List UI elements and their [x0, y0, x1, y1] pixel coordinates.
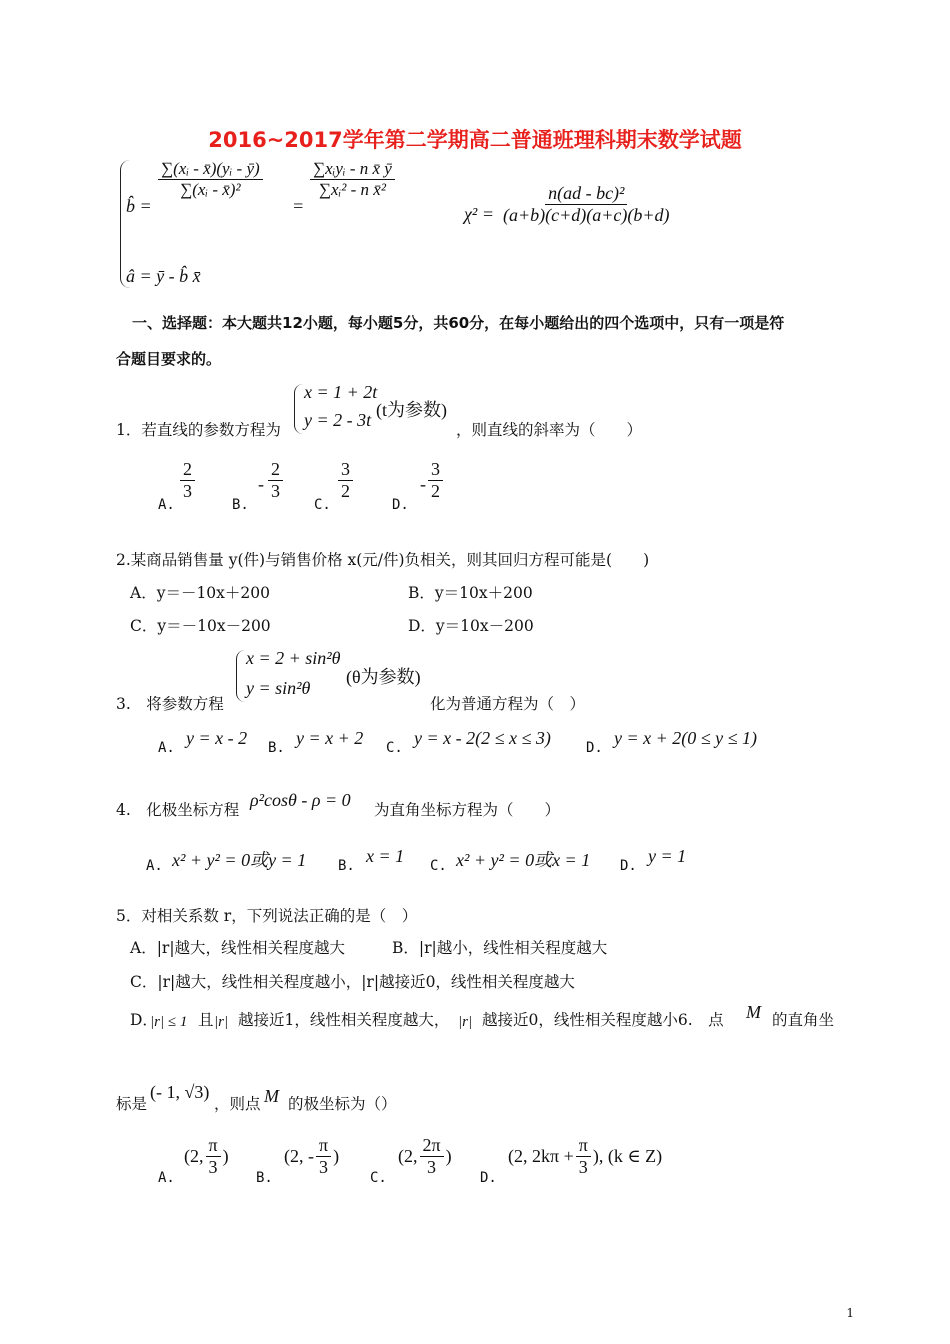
q5-option-a: A．|r|越大，线性相关程度越大: [130, 939, 346, 957]
q6-option-b-value: (2, - $\frac{\pi}{3}$ ): [284, 1135, 340, 1177]
q1-option-c-value: $\frac{3}{2}$: [338, 460, 353, 501]
q1-stem-suffix: ，则直线的斜率为（ ）: [456, 421, 643, 439]
section-heading-line-1: 一、选择题：本大题共12小题，每小题5分，共60分，在每小题给出的四个选项中，只有一项是符: [132, 314, 785, 332]
page-number: 1: [846, 1306, 854, 1320]
q4-option-d-value: y = 1: [648, 846, 687, 866]
q4-option-c-value: x² + y² = 0或x = 1: [456, 850, 591, 870]
q3-option-a-value: y = x - 2: [186, 728, 248, 748]
b-hat-denominator-1: ∑(xᵢ - x̄)²: [180, 179, 241, 199]
q3-stem-suffix: 化为普通方程为（ ）: [430, 695, 586, 713]
q3-option-c-label: C.: [386, 740, 403, 756]
q3-option-d-label: D.: [586, 740, 603, 756]
q1-option-b-label: B.: [232, 497, 249, 513]
q5-option-d-math-2: |r|: [214, 1014, 229, 1030]
q6-coordinate: (- 1, √3): [150, 1082, 210, 1102]
chi-square-label: χ² =: [464, 204, 494, 224]
q1-option-b-value: $\frac{2}{3}$: [268, 460, 283, 501]
q1-option-d-value: $\frac{3}{2}$: [428, 460, 443, 501]
chi-square-numerator: n(ad - bc)²: [545, 184, 627, 205]
q1-system-line-2: y = 2 - 3t: [304, 410, 372, 430]
q6-option-a-value: (2, $\frac{\pi}{3}$ ): [184, 1135, 229, 1177]
q5-option-d-text-3: 越接近0，线性相关程度越小6. 点: [482, 1011, 724, 1029]
a-hat-formula: â = ȳ - b̂ x̄: [126, 266, 201, 286]
q4-equation: ρ²cosθ - ρ = 0: [250, 790, 351, 810]
q2-option-d: D．y＝10x－200: [408, 617, 534, 635]
q1-option-b-sign: -: [258, 474, 264, 494]
q6-point-m-label: M: [746, 1002, 761, 1022]
q3-option-b-value: y = x + 2: [296, 728, 364, 748]
q1-option-a-value: $\frac{2}{3}$: [180, 460, 195, 501]
q6-option-d-value: (2, 2kπ + $\frac{\pi}{3}$ ), (k ∈ Z): [508, 1135, 663, 1177]
q1-option-c-label: C.: [314, 497, 331, 513]
q4-stem-suffix: 为直角坐标方程为（ ）: [374, 801, 561, 819]
q5-option-d-math-3: |r|: [458, 1014, 473, 1030]
q6-option-d-label: D.: [480, 1170, 497, 1186]
q1-option-d-label: D.: [392, 497, 409, 513]
page-title: 2016~2017学年第二学期高二普通班理科期末数学试题: [208, 128, 742, 152]
q6-stem-mid: ，则点: [214, 1095, 261, 1113]
q2-option-a: A．y＝－10x＋200: [130, 584, 270, 602]
q6-option-a-label: A.: [158, 1170, 175, 1186]
b-hat-fraction-2: [310, 160, 395, 199]
q3-option-a-label: A.: [158, 740, 175, 756]
q5-stem: 5．对相关系数 r，下列说法正确的是（ ）: [116, 907, 418, 925]
q5-option-d-prefix: D．: [130, 1011, 158, 1029]
q5-option-d-text-2: 越接近1，线性相关程度越大，: [238, 1011, 450, 1029]
q1-stem-prefix: 1．若直线的参数方程为: [116, 421, 281, 439]
q5-option-d-text-1: 且: [198, 1011, 214, 1029]
q6-point-m: M: [264, 1086, 279, 1106]
q5-option-c: C．|r|越大，线性相关程度越小，|r|越接近0，线性相关程度越大: [130, 973, 575, 991]
chi-square-denominator: (a+b)(c+d)(a+c)(b+d): [503, 204, 670, 225]
q4-option-d-label: D.: [620, 858, 637, 874]
q1-parameter: (t为参数): [376, 400, 447, 420]
b-hat-equals: =: [292, 196, 305, 216]
b-hat-numerator-2: ∑xᵢyᵢ - n x̄ ȳ: [310, 160, 395, 180]
q4-option-a-value: x² + y² = 0或y = 1: [172, 850, 307, 870]
q6-option-c-label: C.: [370, 1170, 387, 1186]
q3-system-line-1: x = 2 + sin²θ: [246, 648, 341, 668]
q6-option-c-value: (2, $\frac{2\pi}{3}$ ): [398, 1135, 452, 1177]
chi-square-fraction: [500, 184, 673, 225]
q3-parameter: (θ为参数): [346, 667, 421, 687]
b-hat-numerator-1: ∑(xᵢ - x̄)(yᵢ - ȳ): [158, 160, 263, 180]
q4-option-b-value: x = 1: [366, 846, 405, 866]
q2-stem: 2.某商品销售量 y(件)与销售价格 x(元/件)负相关，则其回归方程可能是( ): [116, 551, 650, 569]
q3-stem-prefix: 3. 将参数方程: [116, 695, 224, 713]
q3-system-line-2: y = sin²θ: [246, 678, 311, 698]
q5-option-d-math-1: |r| ≤ 1: [150, 1014, 188, 1030]
q2-option-c: C．y＝－10x－200: [130, 617, 271, 635]
q6-stem-suffix: 的极坐标为（）: [288, 1095, 397, 1113]
section-heading-line-2: 合题目要求的。: [116, 350, 222, 368]
q1-system-line-1: x = 1 + 2t: [304, 382, 378, 402]
q6-option-b-label: B.: [256, 1170, 273, 1186]
q3-option-d-value: y = x + 2(0 ≤ y ≤ 1): [614, 728, 758, 748]
q1-option-a-label: A.: [158, 497, 175, 513]
q4-stem-prefix: 4. 化极坐标方程: [116, 801, 240, 819]
q4-option-b-label: B.: [338, 858, 355, 874]
q1-system-brace: [294, 384, 303, 434]
q3-option-b-label: B.: [268, 740, 285, 756]
q3-system-brace: [236, 650, 245, 702]
q4-option-a-label: A.: [146, 858, 163, 874]
q4-option-c-label: C.: [430, 858, 447, 874]
b-hat-label: b̂ =: [126, 196, 152, 216]
q5-option-b: B．|r|越小，线性相关程度越大: [392, 939, 608, 957]
b-hat-fraction-1: [158, 160, 263, 199]
q3-option-c-value: y = x - 2(2 ≤ x ≤ 3): [414, 728, 551, 748]
q6-stem-prefix: 标是: [116, 1095, 148, 1113]
b-hat-denominator-2: ∑xᵢ² - n x̄²: [318, 179, 386, 199]
q6-stem-tail: 的直角坐: [772, 1011, 835, 1029]
q2-option-b: B．y＝10x＋200: [408, 584, 533, 602]
q1-option-d-sign: -: [420, 474, 426, 494]
